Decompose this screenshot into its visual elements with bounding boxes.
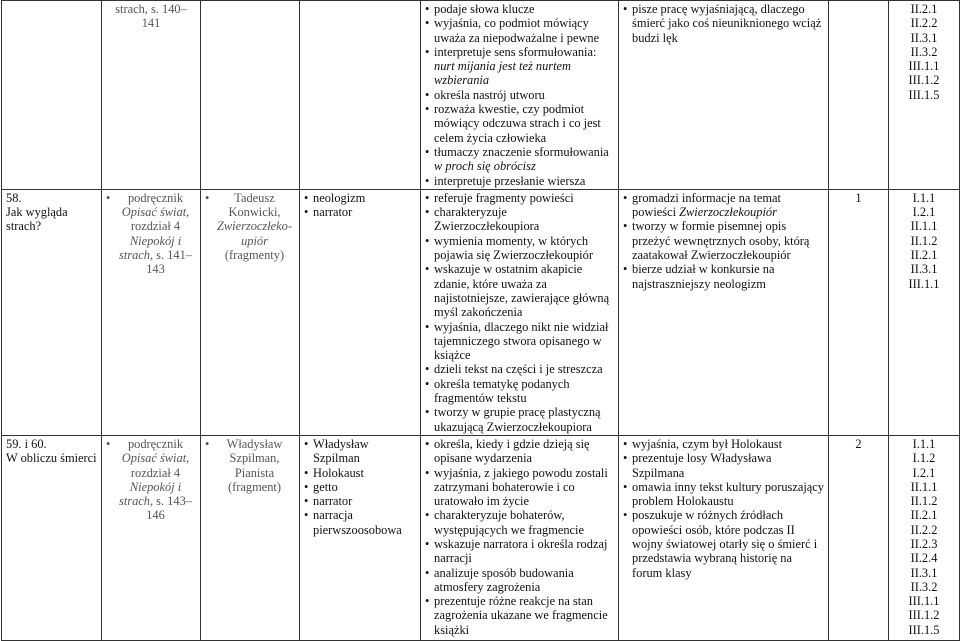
codes-cell: II.2.1 II.2.2 II.3.1 II.3.2 III.1.1 III.1.2 III.1.5 xyxy=(889,1,960,190)
list-item: • wyjaśnia, czym był Holokaust xyxy=(623,437,824,451)
text-cell xyxy=(201,189,300,435)
list-item: • Władysław Szpilman, Pianista (fragment) xyxy=(205,437,295,494)
list-item: • prezentuje losy Władysława Szpilmana xyxy=(623,451,824,480)
lesson-cell: 59. i 60. W obliczu śmierci xyxy=(2,435,102,640)
table-row xyxy=(2,1,960,190)
basic-requirements-cell xyxy=(421,189,619,435)
list-item: • określa, kiedy i gdzie dzieją się opisane wydarzenia xyxy=(425,437,614,466)
list-item: • określa nastrój utworu xyxy=(425,88,614,102)
extended-requirements-cell xyxy=(619,1,829,190)
terms-cell xyxy=(300,1,421,190)
list-item: • gromadzi informacje na temat powieści Zwierzoczłekoupiór xyxy=(623,191,824,220)
list-item: • interpretuje przesłanie wiersza xyxy=(425,174,614,188)
list-item: • pisze pracę wyjaśniającą, dlaczego śmierć jako coś nieuniknionego wciąż budzi lęk xyxy=(623,2,824,45)
list-item: • wskazuje narratora i określa rodzaj narracji xyxy=(425,537,614,566)
list-item: • rozważa kwestie, czy podmiot mówiący odczuwa strach i co jest celem życia człowieka xyxy=(425,102,614,145)
list-item: • interpretuje sens sformułowania: nurt mijania jest też nurtem wzbierania xyxy=(425,45,614,88)
list-item: • poszukuje w różnych źródłach opowieści osób, które podczas II wojny światowej otarły się o śmierć i przedstawia wybraną historię na forum klasy xyxy=(623,508,824,579)
list-item: • tworzy w grupie pracę plastyczną ukazującą Zwierzoczłekoupiora xyxy=(425,405,614,434)
list-item: • Tadeusz Konwicki, Zwierzoczłeko-upiór (fragmenty) xyxy=(205,191,295,262)
list-item: • Holokaust xyxy=(304,466,416,480)
list-item: • wyjaśnia, z jakiego powodu zostali zatrzymani bohaterowie i co uratowało im życie xyxy=(425,466,614,509)
codes-cell: I.1.1 I.2.1 II.1.1 II.1.2 II.2.1 II.3.1 III.1.1 xyxy=(889,189,960,435)
list-item: • dzieli tekst na części i je streszcza xyxy=(425,362,614,376)
table-row xyxy=(2,435,960,640)
list-item: • omawia inny tekst kultury poruszający problem Holokaustu xyxy=(623,480,824,509)
list-item: • analizuje sposób budowania atmosfery zagrożenia xyxy=(425,566,614,595)
list-item: • podręcznik Opisać świat, rozdział 4 Niepokój i strach, s. 141– 143 xyxy=(106,191,196,277)
hours-cell: 2 xyxy=(829,435,889,640)
table-row xyxy=(2,189,960,435)
source-cell xyxy=(102,435,201,640)
list-item: • narracja pierwszoosobowa xyxy=(304,508,416,537)
text-cell xyxy=(201,435,300,640)
list-item: • charakteryzuje bohaterów, występujących we fragmencie xyxy=(425,508,614,537)
list-item: • narrator xyxy=(304,205,416,219)
terms-cell xyxy=(300,189,421,435)
list-item: • narrator xyxy=(304,494,416,508)
terms-cell xyxy=(300,435,421,640)
extended-requirements-cell xyxy=(619,189,829,435)
list-item: • referuje fragmenty powieści xyxy=(425,191,614,205)
list-item: • wyjaśnia, dlaczego nikt nie widział tajemniczego stwora opisanego w książce xyxy=(425,320,614,363)
list-item: • neologizm xyxy=(304,191,416,205)
list-item: • wyjaśnia, co podmiot mówiący uważa za niepodważalne i pewne xyxy=(425,16,614,45)
curriculum-table xyxy=(1,0,960,641)
list-item: • wymienia momenty, w których pojawia się Zwierzoczłekoupiór xyxy=(425,234,614,263)
list-item: • Władysław Szpilman xyxy=(304,437,416,466)
text-cell xyxy=(201,1,300,190)
list-item: • podaje słowa klucze xyxy=(425,2,614,16)
list-item: • bierze udział w konkursie na najstraszniejszy neologizm xyxy=(623,262,824,291)
list-item: • getto xyxy=(304,480,416,494)
list-item: • określa tematykę podanych fragmentów tekstu xyxy=(425,377,614,406)
hours-cell xyxy=(829,1,889,190)
hours-cell: 1 xyxy=(829,189,889,435)
list-item: • tworzy w formie pisemnej opis przeżyć wewnętrznych osoby, którą zaatakował Zwierzoczłekoupiór xyxy=(623,219,824,262)
list-item: • tłumaczy znaczenie sformułowania w proch się obrócisz xyxy=(425,145,614,174)
list-item: • wskazuje w ostatnim akapicie zdanie, które uważa za najistotniejsze, zawierające główną myśl zakończenia xyxy=(425,262,614,319)
codes-cell: I.1.1 I.1.2 I.2.1 II.1.1 II.1.2 II.2.1 II.2.2 II.2.3 II.2.4 II.3.1 II.3.2 III.1.1 III.1.2 III.1.5 xyxy=(889,435,960,640)
list-item: • podręcznik Opisać świat, rozdział 4 Niepokój i strach, s. 143– 146 xyxy=(106,437,196,523)
list-item: • prezentuje różne reakcje na stan zagrożenia ukazane we fragmencie książki xyxy=(425,594,614,637)
lesson-cell: 58. Jak wygląda strach? xyxy=(2,189,102,435)
basic-requirements-cell xyxy=(421,1,619,190)
list-item: • charakteryzuje Zwierzoczłekoupiora xyxy=(425,205,614,234)
basic-requirements-cell xyxy=(421,435,619,640)
source-cell xyxy=(102,189,201,435)
extended-requirements-cell xyxy=(619,435,829,640)
source-cell: strach, s. 140– 141 xyxy=(102,1,201,190)
lesson-cell xyxy=(2,1,102,190)
